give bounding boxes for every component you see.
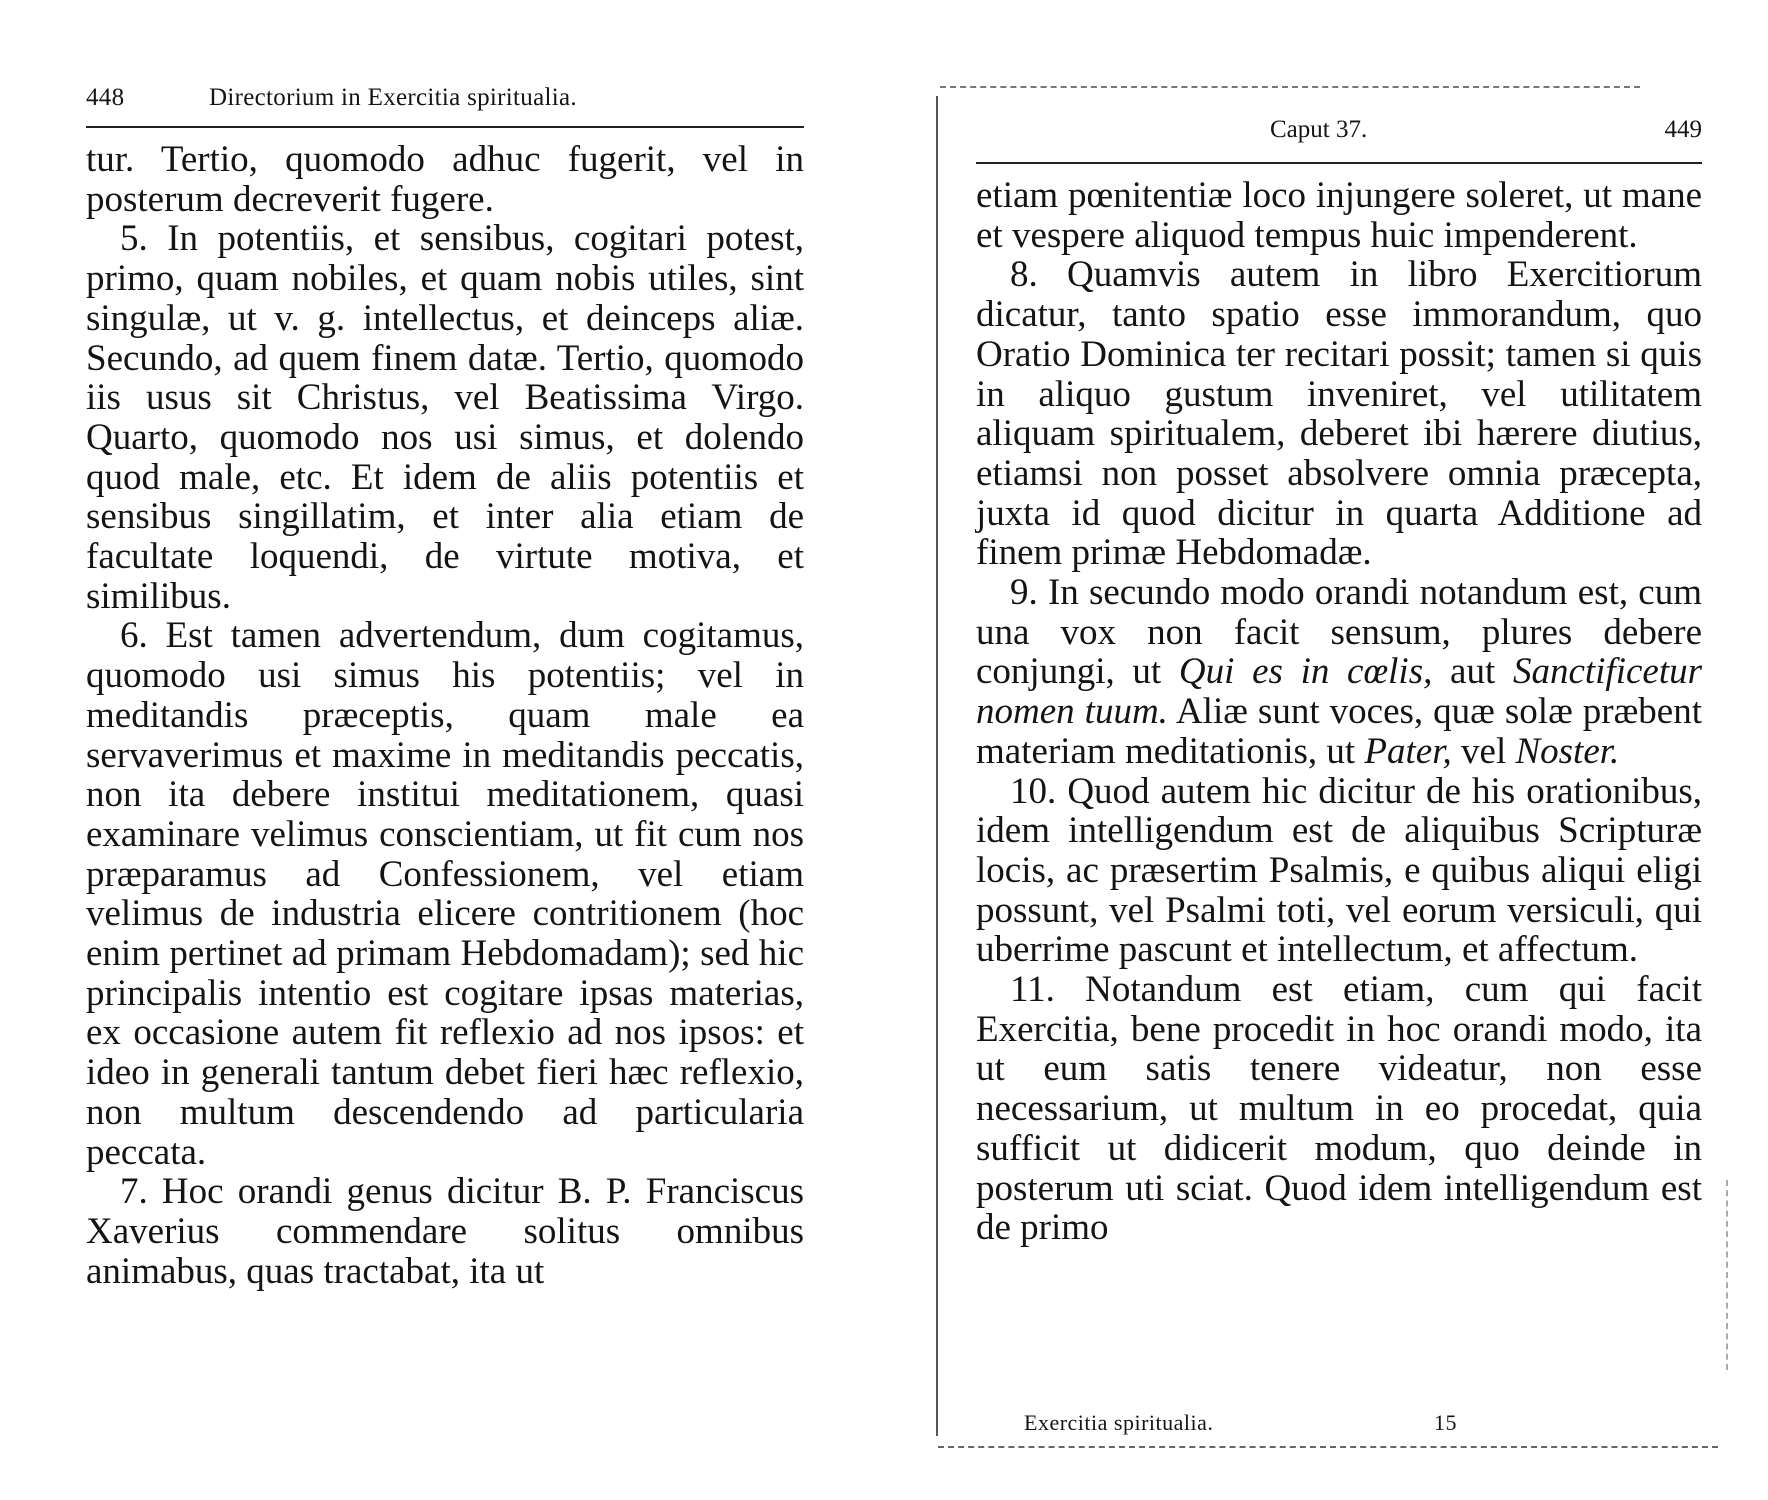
signature-mark: 15 bbox=[1434, 1410, 1457, 1435]
scan-frame-right bbox=[1726, 1180, 1728, 1370]
scan-frame-top bbox=[940, 86, 1640, 88]
right-paragraph-9 bbox=[976, 573, 1702, 772]
right-body-text bbox=[976, 176, 1702, 1248]
left-paragraph-7: 7. Hoc orandi genus dicitur B. P. Franciscus Xaverius commendare solitus omnibus animabus, quas tractabat, ita ut bbox=[86, 1171, 804, 1292]
p9-text-c: Aliæ sunt voces, quæ solæ præbent materiam meditationis, ut bbox=[976, 691, 1702, 772]
signature-line bbox=[1024, 1410, 1584, 1436]
left-header-rule bbox=[86, 126, 804, 128]
right-paragraph-continued: etiam pœnitentiæ loco injungere soleret, ut mane et vespere aliquod tempus huic impenderent. bbox=[976, 175, 1702, 256]
scan-frame-left bbox=[936, 96, 938, 1436]
left-body-text bbox=[86, 140, 804, 1291]
left-paragraph-6: 6. Est tamen advertendum, dum cogitamus, quomodo usi simus his potentiis; vel in meditandis præceptis, quam male ea servaverimus et maxime in meditandis peccatis, non ita debere institui meditationem, quasi examinare velimus conscientiam, ut fit cum nos præparamus ad Confessionem, vel etiam velimus de industria elicere contritionem (hoc enim pertinet ad primam Hebdomadam); sed hic principalis intentio est cogitare ipsas materias, ex occasione autem fit reflexio ad nos ipsos: et ideo in generali tantum debet fieri hæc reflexio, non multum descendendo ad particularia peccata. bbox=[86, 615, 804, 1173]
right-paragraph-10: 10. Quod autem hic dicitur de his orationibus, idem intelligendum est de aliquibus Scripturæ locis, ac præsertim Psalmis, e quibus aliqui eligi possunt, vel Psalmi toti, vel eorum versiculi, qui uberrime pascunt et intellectum, et affectum. bbox=[976, 770, 1702, 971]
p9-text-b: aut bbox=[1450, 651, 1496, 693]
chapter-heading: Caput 37. bbox=[1270, 116, 1368, 143]
right-paragraph-11: 11. Notandum est etiam, cum qui facit Exercitia, bene procedit in hoc orandi modo, ita ut eum satis tenere videatur, non esse necessarium, ut multum in eo procedat, quia sufficit ut didicerit modum, quo deinde in posterum uti sciat. Quod idem intelligendum est de primo bbox=[976, 969, 1702, 1249]
p9-italic-sanctificetur: Sanctificetur nomen tuum. bbox=[976, 651, 1703, 733]
p9-italic-noster: Noster. bbox=[1515, 730, 1620, 772]
p9-italic-pater: Pater, bbox=[1364, 730, 1452, 772]
p9-text-a: 9. In secundo modo orandi notandum est, cum una vox non facit sensum, plures debere conjungi, ut bbox=[976, 572, 1702, 693]
left-running-title: Directorium in Exercitia spiritualia. bbox=[209, 84, 577, 111]
left-page-number: 448 bbox=[86, 84, 125, 111]
right-page-number: 449 bbox=[1664, 116, 1702, 143]
scan-frame-bottom bbox=[938, 1446, 1718, 1448]
p9-italic-qui-es: Qui es in cœlis, bbox=[1178, 651, 1433, 693]
left-paragraph-continued: tur. Tertio, quomodo adhuc fugerit, vel in posterum decreverit fugere. bbox=[86, 139, 804, 220]
right-paragraph-8: 8. Quamvis autem in libro Exercitiorum dicatur, tanto spatio esse immorandum, quo Oratio Dominica ter recitari possit; tamen si quis in aliquo gustum inveniret, vel utilitatem aliquam spiritualem, deberet ibi hærere diutius, etiamsi non posset absolvere omnia præcepta, juxta id quod dicitur in quarta Additione ad finem primæ Hebdomadæ. bbox=[976, 254, 1702, 574]
right-header-rule bbox=[976, 162, 1702, 164]
signature-title: Exercitia spiritualia. bbox=[1024, 1410, 1214, 1435]
p9-text-d: vel bbox=[1461, 730, 1507, 772]
left-paragraph-5: 5. In potentiis, et sensibus, cogitari potest, primo, quam nobiles, et quam nobis utiles, sint singulæ, ut v. g. intellectus, et deinceps aliæ. Secundo, ad quem finem datæ. Tertio, quomodo iis usus sit Christus, vel Beatissima Virgo. Quarto, quomodo nos usi simus, et dolendo quod male, etc. Et idem de aliis potentiis et sensibus singillatim, et inter alia etiam de facultate loquendi, de virtute motiva, et similibus. bbox=[86, 218, 804, 617]
